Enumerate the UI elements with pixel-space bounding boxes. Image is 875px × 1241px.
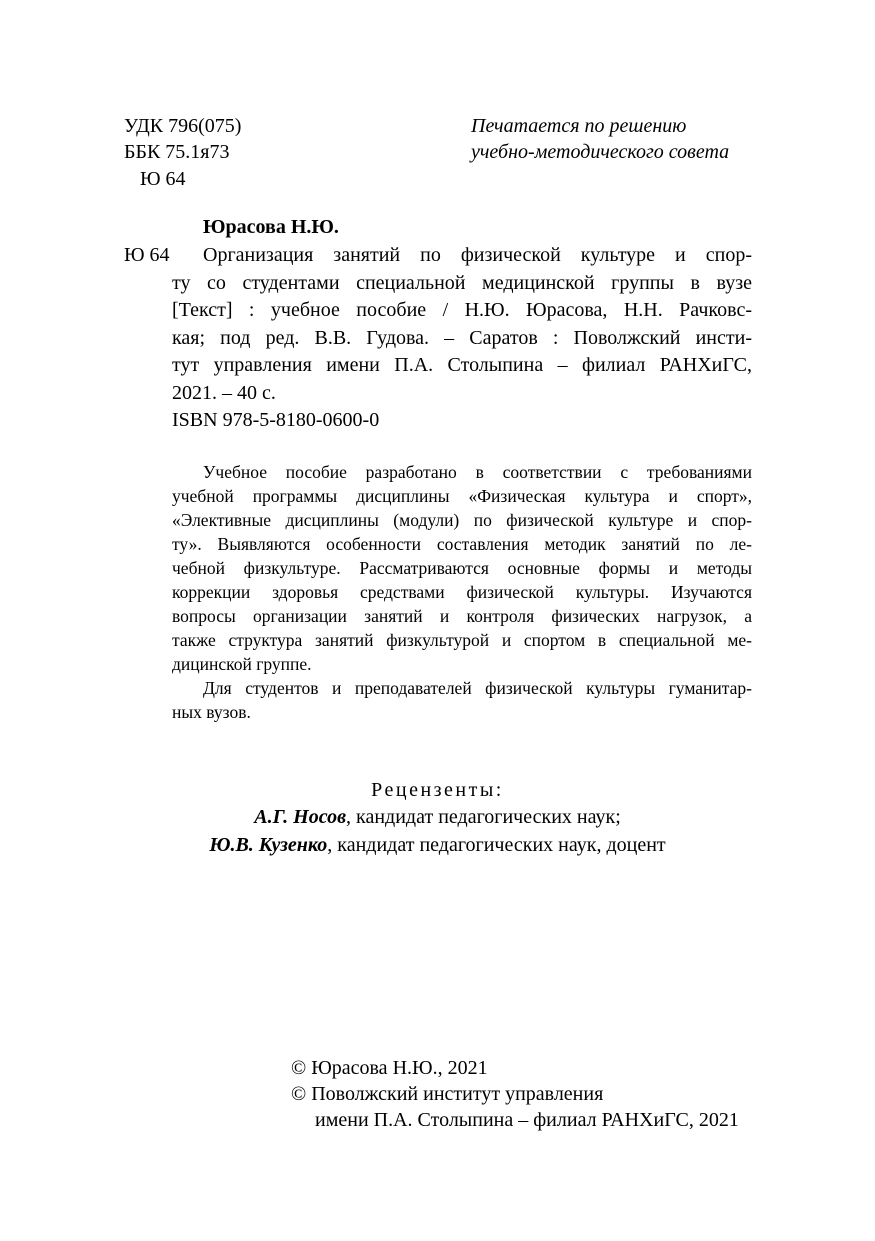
audience-line: Для студентов и преподавателей физической культуры гуманитар- <box>203 678 752 698</box>
copyright-institute: © Поволжский институт управления <box>291 1083 604 1105</box>
abstract-line: Учебное пособие разработано в соответствии с требованиями <box>203 462 752 482</box>
abstract-line: коррекции здоровья средствами физической культуры. Изучаются <box>172 582 752 602</box>
reviewer-details: , кандидат педагогических наук, доцент <box>327 834 666 856</box>
copyright-author: © Юрасова Н.Ю., 2021 <box>291 1057 488 1079</box>
catalog-code: Ю 64 <box>124 244 170 266</box>
bib-line: ту со студентами специальной медицинской группы в вузе <box>172 272 752 294</box>
reviewer-entry <box>0 804 875 830</box>
audience-line: ных вузов. <box>172 702 251 722</box>
abstract-line: учебной программы дисциплины «Физическая культура и спорт», <box>172 486 752 506</box>
abstract-line: чебной физкультуре. Рассматриваются основные формы и методы <box>172 558 752 578</box>
bib-line: 2021. – 40 с. <box>172 382 276 404</box>
abstract-line: также структура занятий физкультурой и спортом в специальной ме- <box>172 630 752 650</box>
author-sign-code: Ю 64 <box>140 168 186 190</box>
author-name: Юрасова Н.Ю. <box>203 216 339 238</box>
abstract-line: дицинской группе. <box>172 654 312 674</box>
bib-line: Организация занятий по физической культуре и спор- <box>203 244 752 266</box>
reviewer-name: Ю.В. Кузенко <box>209 834 328 856</box>
reviewer-name: А.Г. Носов <box>254 806 347 828</box>
reviewer-entry <box>0 832 875 858</box>
approval-line-2: учебно-методического совета <box>471 141 730 163</box>
abstract-line: ту». Выявляются особенности составления методик занятий по ле- <box>172 534 752 554</box>
abstract-line: вопросы организации занятий и контроля физических нагрузок, а <box>172 606 752 626</box>
abstract-line: «Элективные дисциплины (модули) по физической культуре и спор- <box>172 510 752 530</box>
reviewers-heading: Рецензенты: <box>371 779 504 801</box>
bib-line: [Текст] : учебное пособие / Н.Ю. Юрасова, Н.Н. Рачковс- <box>172 299 752 321</box>
reviewer-details: , кандидат педагогических наук; <box>346 806 621 828</box>
udk-code: УДК 796(075) <box>124 115 242 137</box>
bib-line: тут управления имени П.А. Столыпина – филиал РАНХиГС, <box>172 354 752 376</box>
bib-line: кая; под ред. В.В. Гудова. – Саратов : Поволжский инсти- <box>172 327 752 349</box>
copyright-institute-cont: имени П.А. Столыпина – филиал РАНХиГС, 2021 <box>315 1109 739 1131</box>
approval-line-1: Печатается по решению <box>471 115 687 137</box>
bbk-code: ББК 75.1я73 <box>124 141 230 163</box>
isbn: ISBN 978-5-8180-0600-0 <box>172 409 380 431</box>
